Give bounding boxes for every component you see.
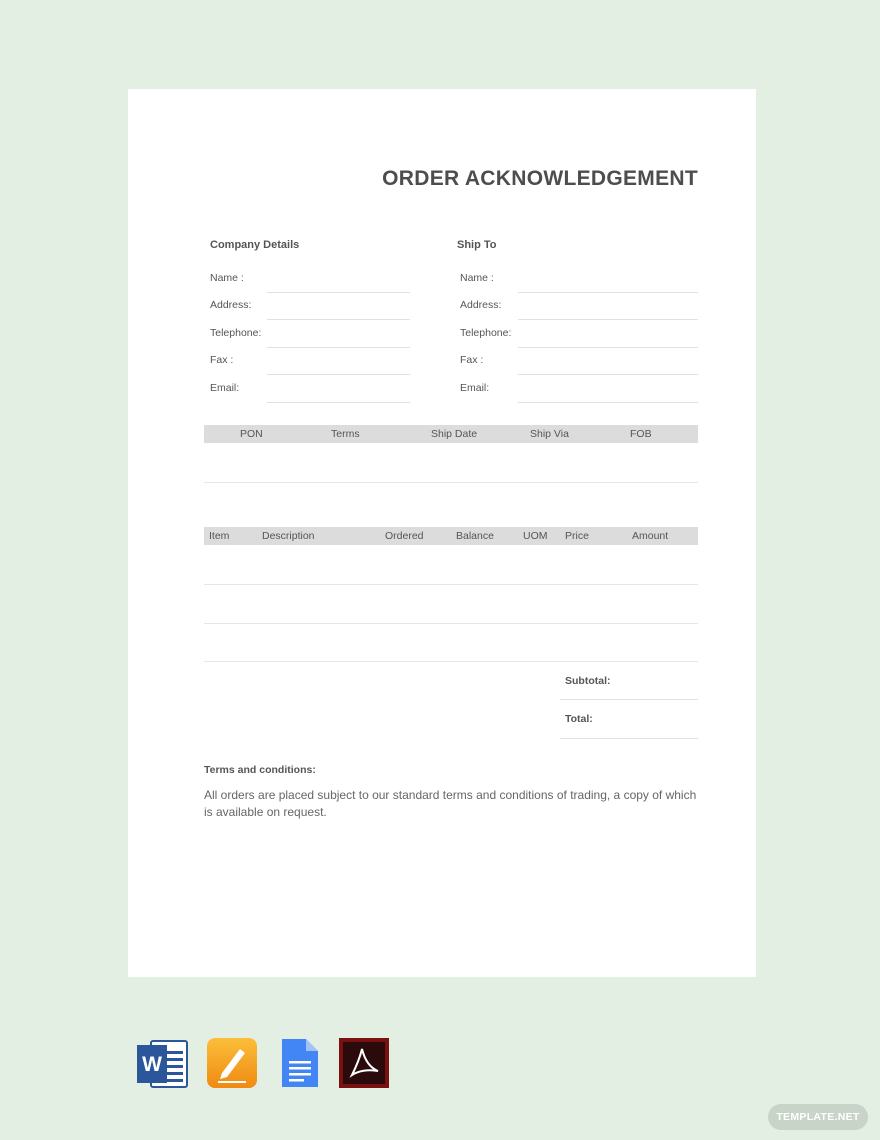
document-page	[128, 89, 756, 977]
company-email-line	[267, 402, 410, 403]
word-icon-glyph: W	[142, 1053, 162, 1076]
ship-fax-label: Fax :	[460, 354, 484, 366]
ship-email-line	[518, 402, 698, 403]
company-fax-line	[267, 374, 410, 375]
company-telephone-label: Telephone:	[210, 327, 262, 339]
company-name-field[interactable]	[210, 269, 410, 293]
company-email-field[interactable]	[210, 379, 410, 403]
balance-header: Balance	[456, 530, 494, 542]
terms-header: Terms	[331, 428, 360, 440]
template-net-watermark: TEMPLATE.NET	[768, 1104, 868, 1130]
google-docs-icon[interactable]	[276, 1037, 328, 1089]
ship-address-line	[518, 319, 698, 320]
ship-fax-field[interactable]	[460, 351, 698, 375]
ship-telephone-line	[518, 347, 698, 348]
company-telephone-field[interactable]	[210, 324, 410, 348]
ship-address-field[interactable]	[460, 296, 698, 320]
ship-address-label: Address:	[460, 299, 502, 311]
word-icon[interactable]	[137, 1037, 189, 1089]
items-table-row[interactable]	[204, 623, 698, 624]
ship-via-header: Ship Via	[530, 428, 569, 440]
document-title: ORDER ACKNOWLEDGEMENT	[382, 167, 698, 190]
fob-header: FOB	[630, 428, 652, 440]
pon-header: PON	[240, 428, 263, 440]
company-address-field[interactable]	[210, 296, 410, 320]
price-header: Price	[565, 530, 589, 542]
items-table-row[interactable]	[204, 584, 698, 585]
company-details-heading: Company Details	[210, 239, 300, 251]
items-table-row[interactable]	[204, 661, 698, 662]
ship-name-line	[518, 292, 698, 293]
company-fax-label: Fax :	[210, 354, 234, 366]
order-table-header	[204, 425, 698, 443]
ship-date-header: Ship Date	[431, 428, 478, 440]
ship-email-label: Email:	[460, 382, 490, 394]
ship-fax-line	[518, 374, 698, 375]
company-name-label: Name :	[210, 272, 244, 284]
ordered-header: Ordered	[385, 530, 424, 542]
subtotal-line[interactable]	[560, 699, 698, 700]
terms-body: All orders are placed subject to our standard terms and conditions of trading, a copy of which is available on request.	[204, 788, 697, 819]
company-telephone-line	[267, 347, 410, 348]
acrobat-pdf-icon[interactable]	[338, 1037, 390, 1089]
description-header: Description	[262, 530, 315, 542]
order-table-row[interactable]	[204, 482, 698, 483]
company-address-label: Address:	[210, 299, 252, 311]
company-address-line	[267, 319, 410, 320]
total-line[interactable]	[560, 738, 698, 739]
items-table-header	[204, 527, 698, 545]
total-label: Total:	[565, 713, 593, 725]
uom-header: UOM	[523, 530, 548, 542]
company-name-line	[267, 292, 410, 293]
company-fax-field[interactable]	[210, 351, 410, 375]
ship-name-label: Name :	[460, 272, 494, 284]
pages-icon[interactable]	[206, 1037, 258, 1089]
company-email-label: Email:	[210, 382, 240, 394]
subtotal-label: Subtotal:	[565, 675, 611, 687]
ship-telephone-label: Telephone:	[460, 327, 512, 339]
ship-name-field[interactable]	[460, 269, 698, 293]
terms-heading: Terms and conditions:	[204, 764, 316, 776]
ship-telephone-field[interactable]	[460, 324, 698, 348]
ship-to-heading: Ship To	[457, 239, 497, 251]
amount-header: Amount	[632, 530, 669, 542]
ship-email-field[interactable]	[460, 379, 698, 403]
item-header: Item	[209, 530, 230, 542]
